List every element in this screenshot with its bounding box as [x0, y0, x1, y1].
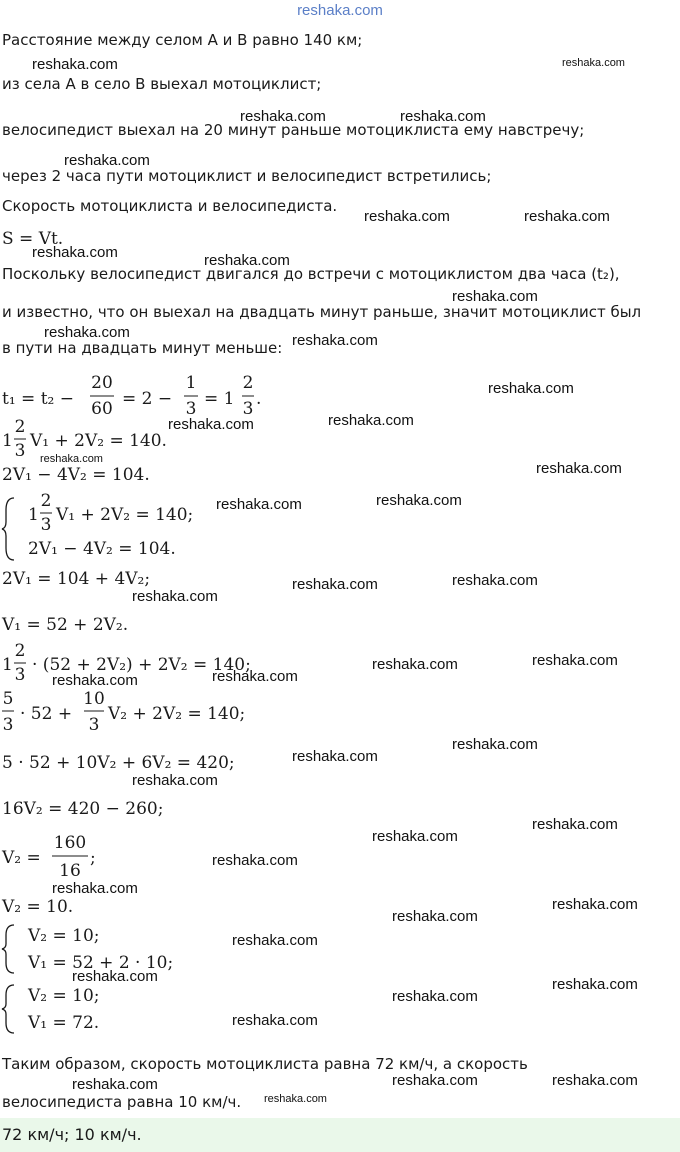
- watermark: reshaka.com: [562, 57, 625, 69]
- t1-num1: 20: [91, 373, 113, 393]
- explain-line-2: и известно, что он выехал на двадцать минут раньше, значит мотоциклист был: [2, 303, 642, 321]
- watermark: reshaka.com: [132, 772, 218, 789]
- watermark: reshaka.com: [372, 656, 458, 673]
- svg-text:1: 1: [2, 655, 13, 675]
- watermark: reshaka.com: [488, 380, 574, 397]
- watermark: reshaka.com: [232, 932, 318, 949]
- watermark: reshaka.com: [204, 252, 290, 269]
- t1-end: .: [256, 389, 262, 409]
- watermark: reshaka.com: [524, 208, 610, 225]
- watermark: reshaka.com: [72, 1076, 158, 1093]
- svg-text:2: 2: [40, 491, 52, 511]
- equation-2v1: 2V₁ = 104 + 4V₂;: [2, 569, 151, 589]
- watermark: reshaka.com: [40, 453, 103, 465]
- equation-v1: V₁ = 52 + 2V₂.: [2, 615, 129, 635]
- conclusion-line-1: Таким образом, скорость мотоциклиста равна 72 км/ч, а скорость: [2, 1055, 528, 1073]
- watermark: reshaka.com: [64, 152, 150, 169]
- t1-mid2: = 1: [204, 389, 235, 409]
- watermark: reshaka.com: [532, 816, 618, 833]
- watermark: reshaka.com: [232, 1012, 318, 1029]
- svg-text:3: 3: [14, 665, 26, 685]
- watermark: reshaka.com: [292, 332, 378, 349]
- svg-text:3: 3: [2, 715, 14, 735]
- watermark: reshaka.com: [376, 492, 462, 509]
- svg-text:V₁ = 52 + 2 · 10;: V₁ = 52 + 2 · 10;: [28, 953, 174, 973]
- watermark: reshaka.com: [328, 412, 414, 429]
- svg-text:V₂ =: V₂ =: [2, 848, 41, 868]
- watermark: reshaka.com: [240, 108, 326, 125]
- answer-text: 72 км/ч; 10 км/ч.: [2, 1125, 142, 1144]
- svg-text:5: 5: [2, 689, 14, 709]
- svg-text:16: 16: [59, 861, 81, 881]
- explain-line-1: Поскольку велосипедист двигался до встречи с мотоциклистом два часа (t₂),: [2, 265, 620, 283]
- t1-den2: 3: [185, 399, 197, 419]
- statement-line-3: велосипедист выехал на 20 минут раньше мотоциклиста ему навстречу;: [2, 121, 585, 139]
- find-line: Скорость мотоциклиста и велосипедиста.: [2, 197, 338, 215]
- watermark: reshaka.com: [452, 572, 538, 589]
- watermark: reshaka.com: [372, 828, 458, 845]
- watermark: reshaka.com: [264, 1093, 327, 1105]
- svg-text:· (52 + 2V₂) + 2V₂ = 140;: · (52 + 2V₂) + 2V₂ = 140;: [32, 655, 251, 675]
- svg-text:· 52 +: · 52 +: [20, 704, 73, 724]
- watermark: reshaka.com: [292, 576, 378, 593]
- svg-text:1: 1: [28, 505, 39, 525]
- formula-svt: S = Vt.: [2, 229, 64, 249]
- svg-text:2: 2: [14, 417, 26, 437]
- t1-lhs: t₁ = t₂ −: [2, 389, 74, 409]
- svg-text:3: 3: [14, 441, 26, 461]
- watermark: reshaka.com: [392, 908, 478, 925]
- watermark: reshaka.com: [532, 652, 618, 669]
- svg-text:V₁ = 72.: V₁ = 72.: [28, 1013, 100, 1033]
- watermark: reshaka.com: [552, 896, 638, 913]
- watermark: reshaka.com: [168, 416, 254, 433]
- explain-line-3: в пути на двадцать минут меньше:: [2, 339, 283, 357]
- svg-text:2V₁ − 4V₂ = 104.: 2V₁ − 4V₂ = 104.: [28, 539, 176, 559]
- equation-diff: 2V₁ − 4V₂ = 104.: [2, 465, 150, 485]
- svg-text:3: 3: [88, 715, 100, 735]
- t1-mid: = 2 −: [122, 389, 173, 409]
- svg-text:V₁ + 2V₂ = 140;: V₁ + 2V₂ = 140;: [56, 505, 194, 525]
- equation-v2-result: V₂ = 10.: [2, 897, 74, 917]
- watermark: reshaka.com: [364, 208, 450, 225]
- svg-text:V₂ = 10;: V₂ = 10;: [28, 926, 100, 946]
- t1-den3: 3: [242, 399, 254, 419]
- statement-line-4: через 2 часа пути мотоциклист и велосипедист встретились;: [2, 167, 492, 185]
- svg-text:V₂ + 2V₂ = 140;: V₂ + 2V₂ = 140;: [108, 704, 246, 724]
- watermark: reshaka.com: [552, 976, 638, 993]
- svg-text:10: 10: [83, 689, 105, 709]
- t1-num3: 2: [242, 373, 254, 393]
- statement-line-1: Расстояние между селом A и B равно 140 км;: [2, 31, 363, 49]
- statement-line-2: из села A в село B выехал мотоциклист;: [2, 75, 322, 93]
- t1-den1: 60: [91, 399, 113, 419]
- watermark: reshaka.com: [52, 672, 138, 689]
- watermark: reshaka.com: [212, 852, 298, 869]
- svg-text:2: 2: [14, 641, 26, 661]
- svg-text:V₂ = 10;: V₂ = 10;: [28, 986, 100, 1006]
- watermark: reshaka.com: [452, 288, 538, 305]
- site-header[interactable]: reshaka.com: [297, 2, 383, 19]
- svg-text:160: 160: [53, 833, 87, 853]
- equation-times-three: 5 · 52 + 10V₂ + 6V₂ = 420;: [2, 753, 235, 773]
- watermark: reshaka.com: [392, 988, 478, 1005]
- watermark: reshaka.com: [44, 324, 130, 341]
- watermark: reshaka.com: [132, 588, 218, 605]
- watermark: reshaka.com: [32, 244, 118, 261]
- watermark: reshaka.com: [400, 108, 486, 125]
- equation-16v2: 16V₂ = 420 − 260;: [2, 799, 164, 819]
- watermark: reshaka.com: [72, 968, 158, 985]
- watermark: reshaka.com: [536, 460, 622, 477]
- watermark: reshaka.com: [212, 668, 298, 685]
- watermark: reshaka.com: [216, 496, 302, 513]
- svg-text:;: ;: [90, 848, 96, 868]
- watermark: reshaka.com: [452, 736, 538, 753]
- t1-num2: 1: [185, 373, 197, 393]
- svg-text:1: 1: [2, 431, 13, 451]
- watermark: reshaka.com: [52, 880, 138, 897]
- watermark: reshaka.com: [32, 56, 118, 73]
- answer-box: [0, 1118, 680, 1152]
- watermark: reshaka.com: [392, 1072, 478, 1089]
- watermark: reshaka.com: [552, 1072, 638, 1089]
- conclusion-line-2: велосипедиста равна 10 км/ч.: [2, 1093, 242, 1111]
- svg-text:3: 3: [40, 515, 52, 535]
- svg-text:V₁ + 2V₂ = 140.: V₁ + 2V₂ = 140.: [30, 431, 167, 451]
- watermark: reshaka.com: [292, 748, 378, 765]
